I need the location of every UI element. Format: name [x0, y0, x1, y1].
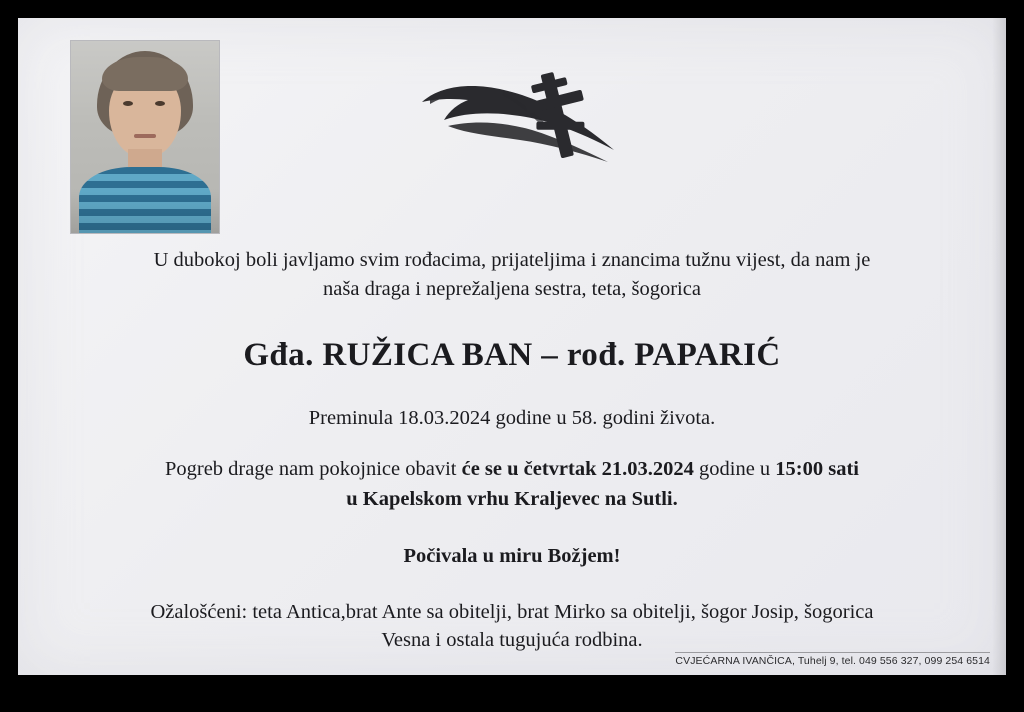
funeral-date: će se u četvrtak 21.03.2024: [461, 458, 694, 481]
lead-line-1: U dubokoj boli javljamo svim rođacima, prijateljima i znancima tužnu vijest, da nam je: [153, 249, 871, 271]
lead-paragraph: [58, 246, 966, 303]
lead-line-2: naša draga i neprežaljena sestra, teta, šogorica: [323, 277, 701, 300]
portrait-mouth: [134, 134, 156, 138]
death-date-line: Preminula 18.03.2024 godine u 58. godini života.: [308, 407, 716, 430]
portrait-left-eye: [123, 101, 133, 106]
funeral-location: u Kapelskom vrhu Kraljevec na Sutli.: [346, 487, 678, 510]
funeral-details: [58, 455, 966, 514]
portrait-photo: [70, 40, 220, 234]
portrait-right-eye: [155, 101, 165, 106]
cross-and-palm-branch-icon: [408, 66, 638, 166]
mourners-line-1: Ožalošćeni: teta Antica,brat Ante sa obitelji, brat Mirko sa obitelji, šogor Josip, šogorica: [150, 600, 874, 623]
funeral-text-intro: Pogreb drage nam pokojnice obavit: [164, 458, 462, 481]
printer-credit-footer: CVJEĆARNA IVANČICA, Tuhelj 9, tel. 049 556 327, 099 254 6514: [675, 652, 990, 667]
rest-in-peace-line: Počivala u miru Božjem!: [403, 544, 621, 567]
funeral-text-mid: godine u: [693, 458, 776, 481]
obituary-card: [18, 18, 1006, 675]
funeral-time: 15:00 sati: [775, 458, 859, 481]
portrait-shading: [71, 191, 219, 234]
deceased-name: Gđa. RUŽICA BAN – rođ. PAPARIĆ: [243, 337, 781, 374]
mourners-paragraph: [58, 598, 966, 655]
portrait-fringe: [102, 57, 188, 91]
mourners-line-2: Vesna i ostala tugujuća rodbina.: [381, 629, 643, 652]
notice-text: [58, 246, 966, 655]
